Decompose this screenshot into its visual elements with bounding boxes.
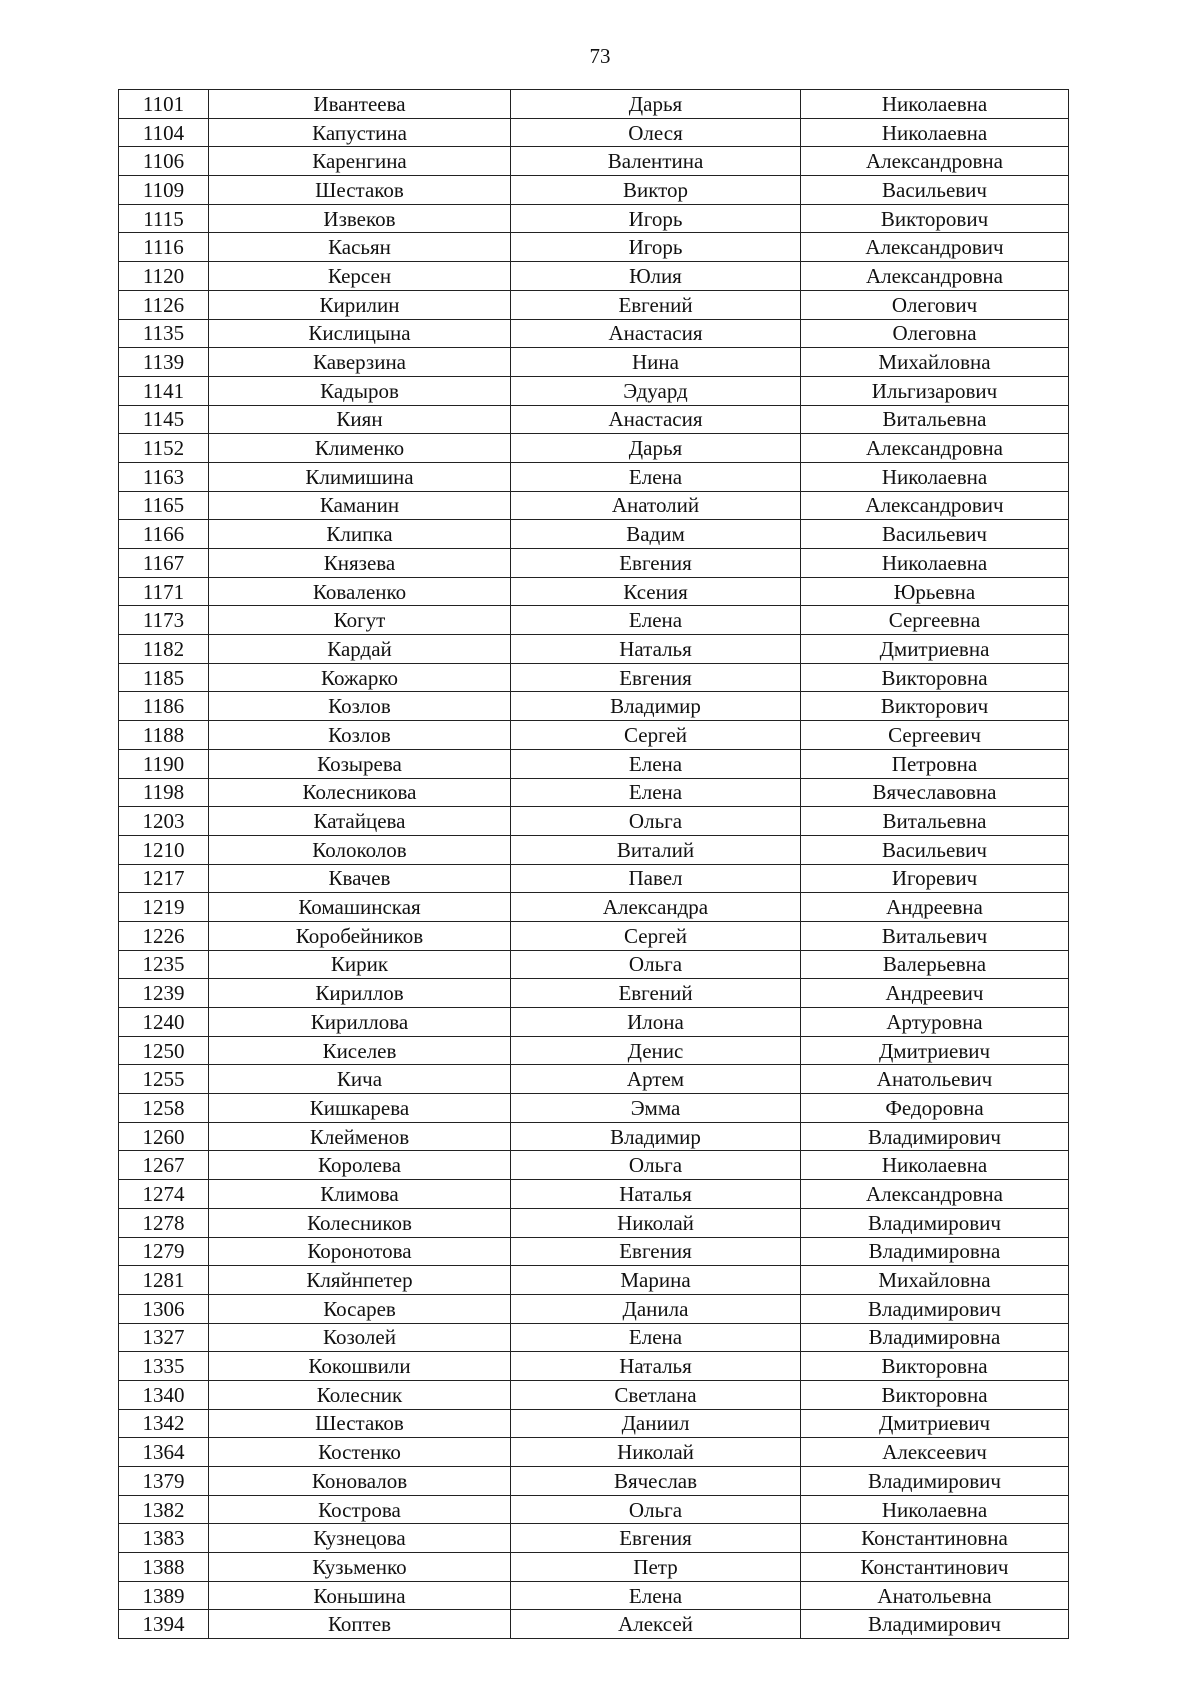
cell-last-name: Кислицына (209, 319, 511, 348)
cell-first-name: Евгения (511, 1237, 801, 1266)
table-row (119, 1495, 1069, 1524)
cell-first-name: Виталий (511, 835, 801, 864)
cell-last-name: Кадыров (209, 376, 511, 405)
cell-number: 1389 (119, 1581, 209, 1610)
cell-last-name: Киселев (209, 1036, 511, 1065)
cell-last-name: Комашинская (209, 893, 511, 922)
cell-patronymic: Игоревич (801, 864, 1069, 893)
cell-first-name: Наталья (511, 1180, 801, 1209)
cell-number: 1173 (119, 606, 209, 635)
cell-number: 1335 (119, 1352, 209, 1381)
cell-number: 1186 (119, 692, 209, 721)
table-row (119, 1122, 1069, 1151)
cell-first-name: Юлия (511, 262, 801, 291)
table-row (119, 979, 1069, 1008)
cell-first-name: Анатолий (511, 491, 801, 520)
cell-first-name: Елена (511, 462, 801, 491)
cell-number: 1165 (119, 491, 209, 520)
table-row (119, 1237, 1069, 1266)
cell-last-name: Каманин (209, 491, 511, 520)
table-row (119, 864, 1069, 893)
cell-patronymic: Михайловна (801, 348, 1069, 377)
cell-last-name: Коньшина (209, 1581, 511, 1610)
cell-first-name: Виктор (511, 176, 801, 205)
cell-last-name: Извеков (209, 204, 511, 233)
cell-patronymic: Николаевна (801, 1151, 1069, 1180)
cell-patronymic: Михайловна (801, 1266, 1069, 1295)
table-row (119, 1294, 1069, 1323)
cell-last-name: Киян (209, 405, 511, 434)
table-row (119, 1065, 1069, 1094)
cell-first-name: Николай (511, 1208, 801, 1237)
cell-patronymic: Владимирович (801, 1467, 1069, 1496)
cell-number: 1274 (119, 1180, 209, 1209)
cell-patronymic: Андреевна (801, 893, 1069, 922)
cell-last-name: Кириллов (209, 979, 511, 1008)
cell-first-name: Елена (511, 749, 801, 778)
cell-number: 1166 (119, 520, 209, 549)
cell-number: 1364 (119, 1438, 209, 1467)
table-row (119, 462, 1069, 491)
cell-patronymic: Александрович (801, 491, 1069, 520)
cell-last-name: Каверзина (209, 348, 511, 377)
roster-table (118, 89, 1069, 1639)
cell-last-name: Колесник (209, 1380, 511, 1409)
cell-patronymic: Николаевна (801, 118, 1069, 147)
cell-last-name: Костенко (209, 1438, 511, 1467)
cell-last-name: Козолей (209, 1323, 511, 1352)
cell-last-name: Коробейников (209, 921, 511, 950)
cell-first-name: Павел (511, 864, 801, 893)
cell-first-name: Илона (511, 1008, 801, 1037)
table-row (119, 1323, 1069, 1352)
cell-patronymic: Дмитриевич (801, 1409, 1069, 1438)
cell-patronymic: Сергеевна (801, 606, 1069, 635)
cell-last-name: Касьян (209, 233, 511, 262)
cell-last-name: Шестаков (209, 1409, 511, 1438)
cell-patronymic: Олегович (801, 290, 1069, 319)
cell-number: 1255 (119, 1065, 209, 1094)
table-row (119, 1409, 1069, 1438)
cell-patronymic: Дмитриевич (801, 1036, 1069, 1065)
cell-first-name: Наталья (511, 635, 801, 664)
cell-first-name: Анастасия (511, 405, 801, 434)
cell-first-name: Игорь (511, 204, 801, 233)
cell-number: 1388 (119, 1553, 209, 1582)
cell-last-name: Кокошвили (209, 1352, 511, 1381)
cell-number: 1145 (119, 405, 209, 434)
cell-number: 1141 (119, 376, 209, 405)
cell-last-name: Козлов (209, 721, 511, 750)
table-row (119, 1151, 1069, 1180)
cell-patronymic: Николаевна (801, 549, 1069, 578)
cell-number: 1171 (119, 577, 209, 606)
cell-first-name: Владимир (511, 1122, 801, 1151)
cell-number: 1383 (119, 1524, 209, 1553)
cell-first-name: Евгений (511, 979, 801, 1008)
cell-patronymic: Владимирович (801, 1122, 1069, 1151)
cell-last-name: Капустина (209, 118, 511, 147)
cell-number: 1340 (119, 1380, 209, 1409)
table-row (119, 1266, 1069, 1295)
cell-number: 1152 (119, 434, 209, 463)
cell-patronymic: Владимирович (801, 1208, 1069, 1237)
cell-first-name: Артем (511, 1065, 801, 1094)
cell-first-name: Александра (511, 893, 801, 922)
cell-first-name: Ольга (511, 950, 801, 979)
cell-last-name: Кирилин (209, 290, 511, 319)
cell-last-name: Кича (209, 1065, 511, 1094)
cell-number: 1279 (119, 1237, 209, 1266)
cell-last-name: Катайцева (209, 807, 511, 836)
cell-last-name: Князева (209, 549, 511, 578)
table-row (119, 749, 1069, 778)
cell-patronymic: Витальевич (801, 921, 1069, 950)
table-row (119, 835, 1069, 864)
cell-last-name: Клименко (209, 434, 511, 463)
table-row (119, 118, 1069, 147)
roster-table-body (119, 90, 1069, 1639)
cell-first-name: Елена (511, 1323, 801, 1352)
cell-patronymic: Витальевна (801, 405, 1069, 434)
cell-number: 1182 (119, 635, 209, 664)
cell-patronymic: Константинович (801, 1553, 1069, 1582)
cell-first-name: Евгения (511, 1524, 801, 1553)
cell-last-name: Коптев (209, 1610, 511, 1639)
cell-first-name: Валентина (511, 147, 801, 176)
table-row (119, 663, 1069, 692)
cell-first-name: Вадим (511, 520, 801, 549)
table-row (119, 1467, 1069, 1496)
table-row (119, 233, 1069, 262)
cell-patronymic: Александрович (801, 233, 1069, 262)
table-row (119, 319, 1069, 348)
cell-first-name: Елена (511, 778, 801, 807)
cell-number: 1101 (119, 90, 209, 119)
cell-patronymic: Александровна (801, 262, 1069, 291)
cell-last-name: Клипка (209, 520, 511, 549)
cell-patronymic: Александровна (801, 434, 1069, 463)
table-row (119, 1380, 1069, 1409)
cell-last-name: Королева (209, 1151, 511, 1180)
cell-first-name: Светлана (511, 1380, 801, 1409)
cell-last-name: Колоколов (209, 835, 511, 864)
cell-last-name: Коновалов (209, 1467, 511, 1496)
cell-last-name: Кардай (209, 635, 511, 664)
cell-number: 1240 (119, 1008, 209, 1037)
cell-first-name: Петр (511, 1553, 801, 1582)
cell-number: 1109 (119, 176, 209, 205)
table-row (119, 1553, 1069, 1582)
cell-last-name: Керсен (209, 262, 511, 291)
table-row (119, 1094, 1069, 1123)
cell-last-name: Козырева (209, 749, 511, 778)
table-row (119, 176, 1069, 205)
cell-number: 1106 (119, 147, 209, 176)
cell-first-name: Сергей (511, 721, 801, 750)
cell-first-name: Олеся (511, 118, 801, 147)
cell-last-name: Кишкарева (209, 1094, 511, 1123)
table-row (119, 1008, 1069, 1037)
cell-number: 1139 (119, 348, 209, 377)
cell-patronymic: Алексеевич (801, 1438, 1069, 1467)
table-row (119, 606, 1069, 635)
table-row (119, 1438, 1069, 1467)
cell-first-name: Алексей (511, 1610, 801, 1639)
cell-number: 1250 (119, 1036, 209, 1065)
table-row (119, 520, 1069, 549)
cell-first-name: Елена (511, 1581, 801, 1610)
cell-first-name: Анастасия (511, 319, 801, 348)
cell-patronymic: Константиновна (801, 1524, 1069, 1553)
cell-patronymic: Викторовна (801, 1352, 1069, 1381)
table-row (119, 290, 1069, 319)
table-row (119, 1581, 1069, 1610)
cell-last-name: Климишина (209, 462, 511, 491)
cell-patronymic: Владимировна (801, 1237, 1069, 1266)
table-row (119, 348, 1069, 377)
table-row (119, 204, 1069, 233)
cell-last-name: Кузьменко (209, 1553, 511, 1582)
cell-last-name: Квачев (209, 864, 511, 893)
cell-first-name: Владимир (511, 692, 801, 721)
cell-first-name: Денис (511, 1036, 801, 1065)
cell-patronymic: Владимировна (801, 1323, 1069, 1352)
cell-number: 1203 (119, 807, 209, 836)
cell-first-name: Ольга (511, 1151, 801, 1180)
cell-patronymic: Николаевна (801, 1495, 1069, 1524)
cell-patronymic: Владимирович (801, 1610, 1069, 1639)
cell-number: 1163 (119, 462, 209, 491)
cell-last-name: Ивантеева (209, 90, 511, 119)
cell-patronymic: Федоровна (801, 1094, 1069, 1123)
cell-patronymic: Александровна (801, 1180, 1069, 1209)
cell-first-name: Дарья (511, 90, 801, 119)
cell-number: 1120 (119, 262, 209, 291)
table-row (119, 147, 1069, 176)
cell-first-name: Вячеслав (511, 1467, 801, 1496)
cell-patronymic: Владимирович (801, 1294, 1069, 1323)
cell-last-name: Кострова (209, 1495, 511, 1524)
cell-number: 1382 (119, 1495, 209, 1524)
table-row (119, 376, 1069, 405)
cell-patronymic: Васильевич (801, 520, 1069, 549)
table-row (119, 434, 1069, 463)
cell-first-name: Наталья (511, 1352, 801, 1381)
cell-number: 1239 (119, 979, 209, 1008)
cell-patronymic: Васильевич (801, 835, 1069, 864)
table-row (119, 807, 1069, 836)
table-row (119, 1036, 1069, 1065)
table-row (119, 90, 1069, 119)
cell-last-name: Клейменов (209, 1122, 511, 1151)
cell-last-name: Колесникова (209, 778, 511, 807)
cell-last-name: Климова (209, 1180, 511, 1209)
cell-number: 1198 (119, 778, 209, 807)
table-row (119, 721, 1069, 750)
cell-number: 1342 (119, 1409, 209, 1438)
cell-number: 1394 (119, 1610, 209, 1639)
cell-last-name: Коваленко (209, 577, 511, 606)
cell-first-name: Данила (511, 1294, 801, 1323)
table-row (119, 1352, 1069, 1381)
cell-patronymic: Дмитриевна (801, 635, 1069, 664)
table-row (119, 549, 1069, 578)
cell-patronymic: Викторович (801, 692, 1069, 721)
cell-patronymic: Николаевна (801, 462, 1069, 491)
cell-number: 1226 (119, 921, 209, 950)
cell-patronymic: Петровна (801, 749, 1069, 778)
table-row (119, 1610, 1069, 1639)
cell-last-name: Кирик (209, 950, 511, 979)
cell-number: 1327 (119, 1323, 209, 1352)
cell-patronymic: Ильгизарович (801, 376, 1069, 405)
cell-patronymic: Викторовна (801, 1380, 1069, 1409)
cell-last-name: Каренгина (209, 147, 511, 176)
cell-number: 1235 (119, 950, 209, 979)
table-row (119, 577, 1069, 606)
cell-number: 1210 (119, 835, 209, 864)
table-row (119, 491, 1069, 520)
cell-first-name: Эмма (511, 1094, 801, 1123)
table-row (119, 1180, 1069, 1209)
table-row (119, 262, 1069, 291)
cell-last-name: Кириллова (209, 1008, 511, 1037)
cell-number: 1185 (119, 663, 209, 692)
cell-patronymic: Сергеевич (801, 721, 1069, 750)
cell-first-name: Ольга (511, 1495, 801, 1524)
table-row (119, 635, 1069, 664)
cell-first-name: Марина (511, 1266, 801, 1295)
cell-patronymic: Вячеславовна (801, 778, 1069, 807)
cell-first-name: Даниил (511, 1409, 801, 1438)
cell-patronymic: Артуровна (801, 1008, 1069, 1037)
table-row (119, 950, 1069, 979)
cell-first-name: Игорь (511, 233, 801, 262)
cell-last-name: Коронотова (209, 1237, 511, 1266)
cell-last-name: Колесников (209, 1208, 511, 1237)
cell-number: 1115 (119, 204, 209, 233)
cell-first-name: Евгения (511, 663, 801, 692)
cell-patronymic: Васильевич (801, 176, 1069, 205)
cell-last-name: Шестаков (209, 176, 511, 205)
cell-first-name: Ксения (511, 577, 801, 606)
cell-first-name: Елена (511, 606, 801, 635)
cell-number: 1267 (119, 1151, 209, 1180)
cell-last-name: Косарев (209, 1294, 511, 1323)
cell-patronymic: Викторович (801, 204, 1069, 233)
cell-number: 1167 (119, 549, 209, 578)
cell-last-name: Кожарко (209, 663, 511, 692)
cell-patronymic: Витальевна (801, 807, 1069, 836)
cell-first-name: Ольга (511, 807, 801, 836)
cell-patronymic: Николаевна (801, 90, 1069, 119)
cell-last-name: Кляйнпетер (209, 1266, 511, 1295)
cell-first-name: Нина (511, 348, 801, 377)
cell-number: 1190 (119, 749, 209, 778)
cell-last-name: Когут (209, 606, 511, 635)
table-row (119, 692, 1069, 721)
cell-first-name: Дарья (511, 434, 801, 463)
cell-number: 1278 (119, 1208, 209, 1237)
cell-last-name: Козлов (209, 692, 511, 721)
table-row (119, 1524, 1069, 1553)
cell-first-name: Николай (511, 1438, 801, 1467)
cell-patronymic: Андреевич (801, 979, 1069, 1008)
cell-number: 1217 (119, 864, 209, 893)
table-row (119, 778, 1069, 807)
cell-number: 1281 (119, 1266, 209, 1295)
cell-patronymic: Анатольевна (801, 1581, 1069, 1610)
cell-number: 1188 (119, 721, 209, 750)
cell-number: 1379 (119, 1467, 209, 1496)
cell-first-name: Евгения (511, 549, 801, 578)
cell-patronymic: Викторовна (801, 663, 1069, 692)
cell-first-name: Эдуард (511, 376, 801, 405)
table-row (119, 893, 1069, 922)
cell-patronymic: Валерьевна (801, 950, 1069, 979)
cell-patronymic: Анатольевич (801, 1065, 1069, 1094)
cell-number: 1260 (119, 1122, 209, 1151)
cell-last-name: Кузнецова (209, 1524, 511, 1553)
cell-number: 1258 (119, 1094, 209, 1123)
table-row (119, 405, 1069, 434)
cell-number: 1306 (119, 1294, 209, 1323)
cell-patronymic: Александровна (801, 147, 1069, 176)
cell-number: 1126 (119, 290, 209, 319)
cell-number: 1116 (119, 233, 209, 262)
cell-patronymic: Юрьевна (801, 577, 1069, 606)
table-row (119, 921, 1069, 950)
table-row (119, 1208, 1069, 1237)
cell-patronymic: Олеговна (801, 319, 1069, 348)
cell-number: 1135 (119, 319, 209, 348)
cell-first-name: Сергей (511, 921, 801, 950)
cell-first-name: Евгений (511, 290, 801, 319)
cell-number: 1219 (119, 893, 209, 922)
page-number: 73 (589, 44, 611, 68)
cell-number: 1104 (119, 118, 209, 147)
